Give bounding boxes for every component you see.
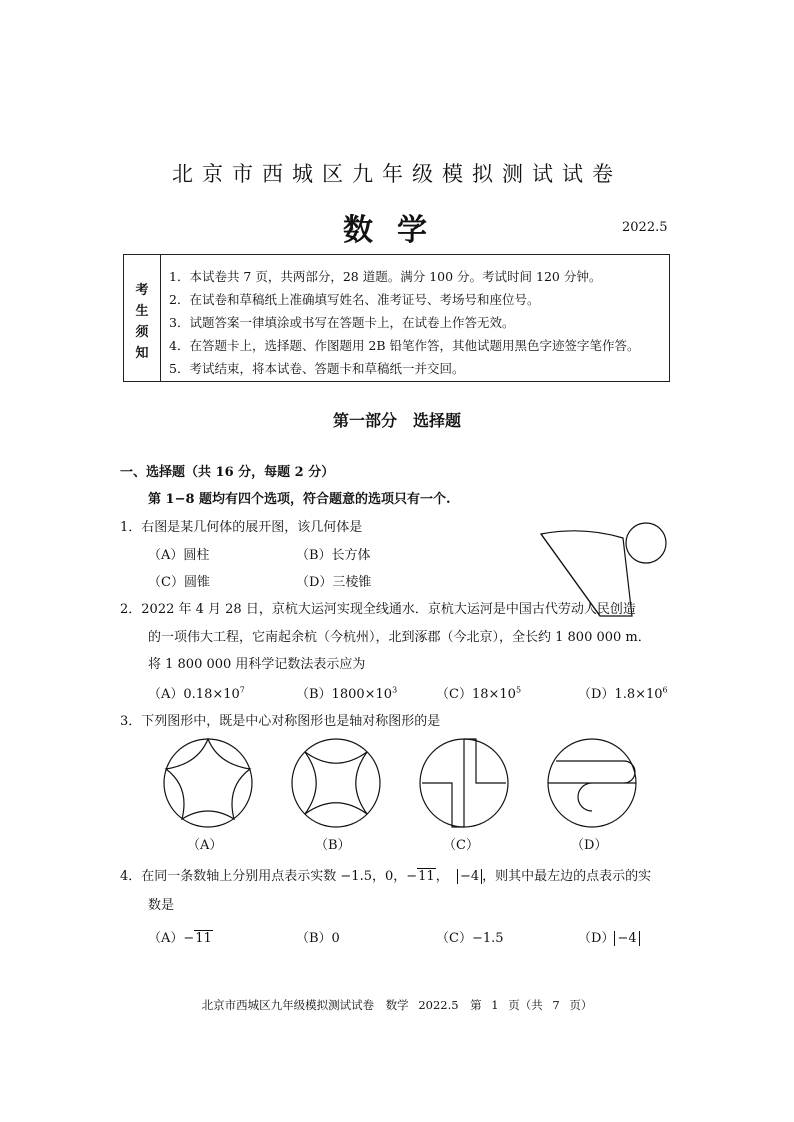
candidate-notice-box xyxy=(123,254,670,382)
q1-stem: 1．右图是某几何体的展开图，该几何体是 xyxy=(120,520,363,535)
notice-rule: 4．在答题卡上，选择题、作图题用 2B 铅笔作答，其他试题用黑色字迹签字笔作答。 xyxy=(169,338,640,353)
q2-option-a-exponent: 7 xyxy=(239,685,245,695)
q4-option-b: （B）0 xyxy=(296,931,340,946)
section-instruction: 第 1−8 题均有四个选项，符合题意的选项只有一个. xyxy=(148,492,451,507)
q4-option-d-prefix: （D） xyxy=(578,931,615,946)
figure-c-lines xyxy=(422,739,506,827)
q4-line2: 数是 xyxy=(148,898,175,913)
q3-figure-c xyxy=(418,737,510,829)
q1-option-c: （C）圆锥 xyxy=(148,575,210,590)
q2-option-a-text: （A）0.18×10 xyxy=(148,687,240,702)
q2-line1: 2．2022 年 4 月 28 日，京杭大运河实现全线通水．京杭大运河是中国古代劳动人民创造 xyxy=(120,602,636,617)
q2-option-b xyxy=(296,683,397,702)
part-title: 第一部分 选择题 xyxy=(332,411,461,430)
q4-line1-part-b: ， xyxy=(435,869,449,884)
q3-figure-b xyxy=(290,737,382,829)
notice-rule: 3．试题答案一律填涂或书写在答题卡上，在试卷上作答无效。 xyxy=(169,315,515,330)
section-heading: 一、选择题（共 16 分，每题 2 分） xyxy=(120,465,335,480)
q2-option-c-exponent: 5 xyxy=(515,685,522,695)
q2-option-b-text: （B）1800×10 xyxy=(296,687,393,702)
notice-rule: 5．考试结束，将本试卷、答题卡和草稿纸一并交回。 xyxy=(169,361,465,376)
q2-option-c xyxy=(436,683,521,702)
q3-label-b: （B） xyxy=(315,838,351,853)
q4-option-d-abs: −4 xyxy=(614,931,639,946)
notice-rule: 2．在试卷和草稿纸上准确填写姓名、准考证号、考场号和座位号。 xyxy=(169,292,540,307)
q4-abs-value: −4 xyxy=(457,869,482,884)
base-circle xyxy=(626,523,666,563)
notice-label-char: 知 xyxy=(135,346,149,361)
figure-d-lines xyxy=(548,761,636,811)
notice-rules xyxy=(169,265,640,380)
q2-line2: 的一项伟大工程，它南起余杭（今杭州），北到涿郡（今北京），全长约 1 800 000 m． xyxy=(148,630,651,645)
q1-option-d: （D）三棱锥 xyxy=(296,575,372,590)
q3-label-a: （A） xyxy=(187,838,223,853)
q3-figure-d xyxy=(546,737,638,829)
q4-sqrt-value: 11 xyxy=(418,869,435,884)
q4-option-c: （C）−1.5 xyxy=(436,931,504,946)
q2-option-b-exponent: 3 xyxy=(392,685,398,695)
q4-line1-part-c: ，则其中最左边的点表示的实 xyxy=(482,869,652,884)
notice-rule: 1．本试卷共 7 页，共两部分，28 道题。满分 100 分。考试时间 120 分钟。 xyxy=(169,269,602,284)
q4-option-a xyxy=(148,927,213,946)
q1-option-b: （B）长方体 xyxy=(296,548,371,563)
exam-title: 北京市西城区九年级模拟测试试卷 xyxy=(172,162,622,186)
exam-date: 2022.5 xyxy=(622,220,668,235)
figure-a-circle xyxy=(164,739,252,827)
q2-line3: 将 1 800 000 用科学记数法表示应为 xyxy=(148,657,366,672)
q4-line1-part-a: 4．在同一条数轴上分别用点表示实数 −1.5，0，− xyxy=(120,869,418,884)
notice-label-char: 生 xyxy=(135,304,149,319)
q4-option-d xyxy=(578,927,640,946)
q4-option-a-sqrt: 11 xyxy=(195,931,212,946)
notice-label-cell xyxy=(124,255,161,381)
q2-option-d-exponent: 6 xyxy=(662,685,668,695)
q1-option-a: （A）圆柱 xyxy=(148,548,210,563)
q3-label-d: （D） xyxy=(571,838,608,853)
q2-option-d-text: （D）1.8×10 xyxy=(578,687,663,702)
q4-option-a-prefix: （A）− xyxy=(148,931,195,946)
q2-option-a xyxy=(148,683,245,702)
q3-figure-a xyxy=(162,737,254,829)
q2-option-c-text: （C）18×10 xyxy=(436,687,516,702)
q3-stem: 3．下列图形中，既是中心对称图形也是轴对称图形的是 xyxy=(120,714,441,729)
q2-option-d xyxy=(578,683,668,702)
q4-line1 xyxy=(120,865,651,884)
subject-title: 数学 xyxy=(343,213,451,248)
q3-label-c: （C） xyxy=(443,838,479,853)
notice-label-char: 须 xyxy=(135,325,149,340)
page-footer: 北京市西城区九年级模拟测试试卷 数学 2022.5 第 1 页（共 7 页） xyxy=(201,998,593,1012)
notice-label-char: 考 xyxy=(135,283,149,298)
figure-d-arc xyxy=(624,761,635,783)
